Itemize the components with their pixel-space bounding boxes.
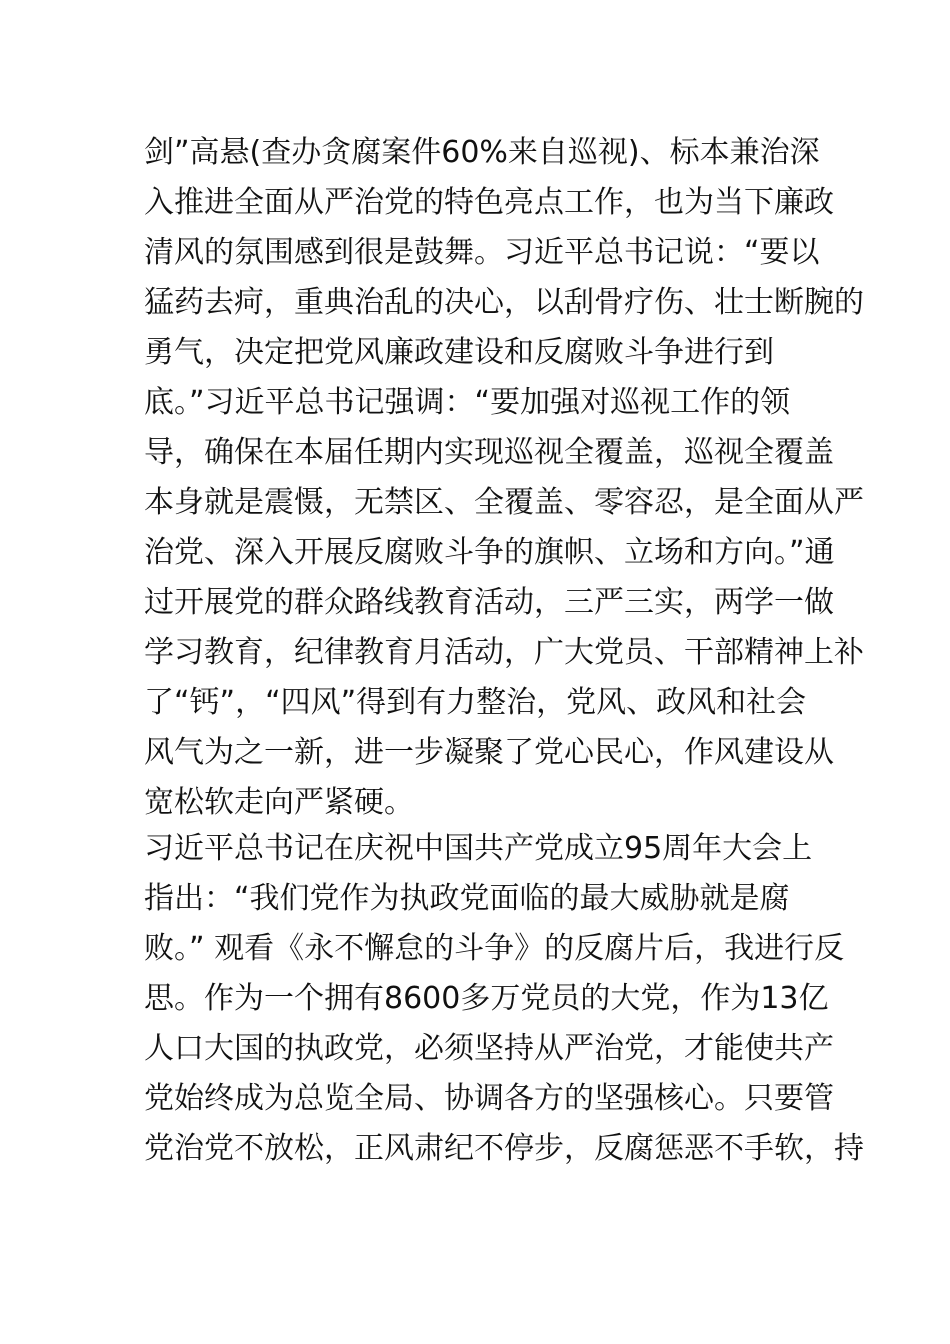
text-line: 导，确保在本届任期内实现巡视全覆盖，巡视全覆盖 [144,435,834,470]
text-line: 清风的氛围感到很是鼓舞。习近平总书记说：“要以 [144,235,820,270]
paragraph-1 [144,128,864,828]
text-line: 本身就是震慑，无禁区、全覆盖、零容忍，是全面从严 [144,485,864,520]
text-line: 风气为之一新，进一步凝聚了党心民心，作风建设从 [144,735,834,770]
text-line: 习近平总书记在庆祝中国共产党成立95周年大会上 [144,831,813,866]
paragraph-2 [144,824,864,1174]
text-line: 宽松软走向严紧硬。 [144,785,414,820]
text-line: 治党、深入开展反腐败斗争的旗帜、立场和方向。”通 [144,535,835,570]
text-line: 党治党不放松，正风肃纪不停步，反腐惩恶不手软，持 [144,1131,864,1166]
text-line: 党始终成为总览全局、协调各方的坚强核心。只要管 [144,1081,834,1116]
text-line: 了“钙”，“四风”得到有力整治，党风、政风和社会 [144,685,807,720]
text-line: 指出：“我们党作为执政党面临的最大威胁就是腐 [144,881,790,916]
text-line: 过开展党的群众路线教育活动，三严三实，两学一做 [144,585,834,620]
text-line: 人口大国的执政党，必须坚持从严治党，才能使共产 [144,1031,834,1066]
text-line: 思。作为一个拥有8600多万党员的大党，作为13亿 [144,981,829,1016]
text-line: 剑”高悬(查办贪腐案件60%来自巡视)、标本兼治深 [144,135,820,170]
text-line: 底。”习近平总书记强调：“要加强对巡视工作的领 [144,385,791,420]
text-line: 学习教育，纪律教育月活动，广大党员、干部精神上补 [144,635,864,670]
text-line: 败。” 观看《永不懈怠的斗争》的反腐片后，我进行反 [144,931,845,966]
text-line: 入推进全面从严治党的特色亮点工作，也为当下廉政 [144,185,834,220]
text-line: 勇气，决定把党风廉政建设和反腐败斗争进行到 [144,335,774,370]
text-line: 猛药去疴，重典治乱的决心，以刮骨疗伤、壮士断腕的 [144,285,864,320]
